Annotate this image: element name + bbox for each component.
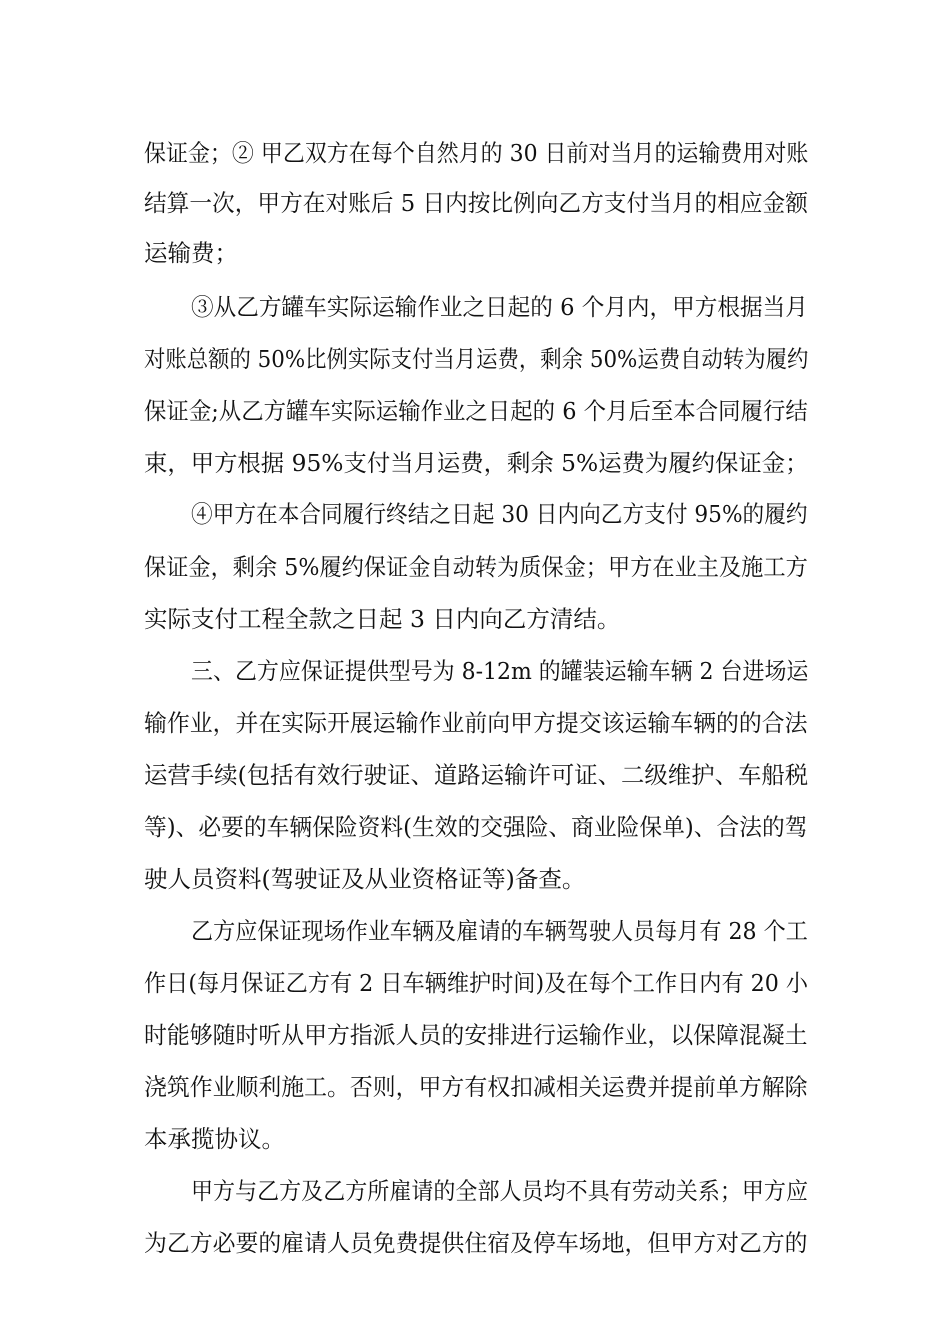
text-line: 结算一次，甲方在对账后 5 日内按比例向乙方支付当月的相应金额 <box>144 189 808 217</box>
text-line: 甲方与乙方及乙方所雇请的全部人员均不具有劳动关系；甲方应 <box>191 1177 808 1205</box>
text-line: 保证金，剩余 5%履约保证金自动转为质保金；甲方在业主及施工方 <box>144 553 808 581</box>
text-line: 浇筑作业顺利施工。否则，甲方有权扣减相关运费并提前单方解除 <box>144 1073 808 1101</box>
text-line: 保证金;从乙方罐车实际运输作业之日起的 6 个月后至本合同履行结 <box>144 397 808 425</box>
text-line: 乙方应保证现场作业车辆及雇请的车辆驾驶人员每月有 28 个工 <box>191 917 808 945</box>
text-line: 实际支付工程全款之日起 3 日内向乙方清结。 <box>144 605 621 633</box>
text-line: 输作业，并在实际开展运输作业前向甲方提交该运输车辆的的合法 <box>144 709 808 737</box>
text-line: ④甲方在本合同履行终结之日起 30 日内向乙方支付 95%的履约 <box>191 500 808 528</box>
text-line: 三、乙方应保证提供型号为 8-12m 的罐装运输车辆 2 台进场运 <box>191 657 809 685</box>
text-line: 运输费； <box>144 239 238 267</box>
text-line: 束，甲方根据 95%支付当月运费，剩余 5%运费为履约保证金； <box>144 449 809 477</box>
text-line: 对账总额的 50%比例实际支付当月运费，剩余 50%运费自动转为履约 <box>144 345 809 373</box>
text-line: 为乙方必要的雇请人员免费提供住宿及停车场地，但甲方对乙方的 <box>144 1229 808 1257</box>
text-line: 运营手续(包括有效行驶证、道路运输许可证、二级维护、车船税 <box>144 761 809 789</box>
text-line: 时能够随时听从甲方指派人员的安排进行运输作业，以保障混凝土 <box>144 1021 808 1049</box>
text-line: 保证金；② 甲乙双方在每个自然月的 30 日前对当月的运输费用对账 <box>144 139 809 167</box>
text-line: 驶人员资料(驾驶证及从业资格证等)备查。 <box>144 865 586 893</box>
text-line: 等)、必要的车辆保险资料(生效的交强险、商业险保单)、合法的驾 <box>144 813 808 841</box>
text-line: 本承揽协议。 <box>144 1125 285 1153</box>
text-line: ③从乙方罐车实际运输作业之日起的 6 个月内，甲方根据当月 <box>191 293 808 321</box>
text-line: 作日(每月保证乙方有 2 日车辆维护时间)及在每个工作日内有 20 小 <box>144 969 809 997</box>
